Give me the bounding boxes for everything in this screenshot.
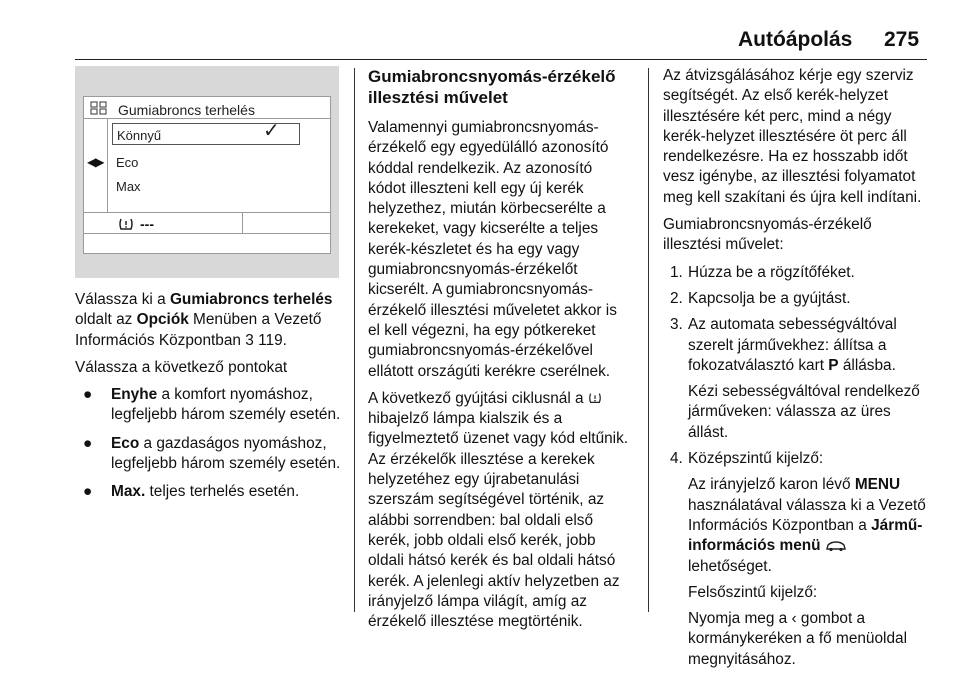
paragraph: Válassza a következő pontokat bbox=[75, 358, 288, 376]
paragraph: A következő gyújtási ciklusnál a hibajelző lámpa kialszik és a figyelmeztető üzenet vagy kód eltűnik. Az érzékelők illesztése a kerekek helyzetéhez egy újrabetanulási szerszám segítségével történik, az alábbi sorrendben: bal oldali első kerék, jobb oldali első kerék, jobb oldali hátsó kerék és bal oldali hátsó kerék. A jelenlegi aktív helyzetben az irányjelző lámpa világít, amíg az érzékelő illesztése megtörténik. bbox=[368, 389, 629, 631]
list-item: ● Eco a gazdaságos nyomáshoz, legfeljebb három személy esetén. bbox=[83, 434, 341, 473]
display-screenshot bbox=[75, 66, 339, 278]
car-icon bbox=[90, 101, 108, 115]
status-divider bbox=[242, 213, 243, 234]
car-icon bbox=[825, 540, 847, 552]
screen-status-bar bbox=[84, 212, 330, 234]
column-3 bbox=[663, 66, 933, 676]
screen-title: Gumiabroncs terhelés bbox=[118, 102, 255, 118]
section-heading: Gumiabroncsnyomás-érzékelő illesztési művelet bbox=[368, 67, 616, 107]
paragraph: Valamennyi gumiabroncsnyomás-érzékelő egy egyedülálló azonosító kóddal rendelkezik. Az azonosító kódot illeszteni kell egy új kerék helyzethez, miután körbecserélte a kerekeket, vagy kicserélte a teljes kerék-készletet és ha egy vagy gumiabroncsnyomás-érzékelőt kicserélt. A gumiabroncsnyomás-érzékelő illesztési műveletet akkor is el kell végezni, ha egy pótkereket gumiabroncsnyomás-érzékelővel ellátott országúti kerékre cserélnek. bbox=[368, 119, 617, 380]
column-1 bbox=[75, 66, 343, 511]
check-icon: ✓ bbox=[263, 120, 280, 142]
section-title: Autóápolás bbox=[738, 28, 853, 51]
list-item: 3. Az automata sebességváltóval szerelt járművekhez: állítsa a fokozatválasztó kart P állásba. bbox=[670, 316, 897, 374]
page-header bbox=[0, 0, 960, 62]
option-label: Könnyű bbox=[117, 128, 162, 143]
screen-title-bar bbox=[84, 97, 330, 119]
bullet-icon: ● bbox=[83, 434, 93, 452]
list-item: ● Max. teljes terhelés esetén. bbox=[75, 482, 343, 502]
list-item: 4. Középszintű kijelző: bbox=[670, 450, 824, 468]
column-divider bbox=[354, 68, 355, 612]
left-right-arrow-icon: ◀▶ bbox=[87, 155, 104, 169]
column-2 bbox=[368, 66, 633, 639]
tire-pressure-icon bbox=[118, 216, 134, 232]
status-value: --- bbox=[140, 216, 154, 232]
list-item: ● Enyhe a komfort nyomáshoz, legfeljebb három személy esetén. bbox=[83, 386, 341, 424]
option-max: Max bbox=[116, 179, 141, 194]
paragraph: Válassza ki a Gumiabroncs terhelés oldalt az Opciók Menüben a Vezető Információs Központban 3 119. bbox=[75, 291, 333, 349]
option-eco: Eco bbox=[116, 155, 139, 170]
paragraph: Nyomja meg a ‹ gombot a kormánykeréken a fő menüoldal megnyitásához. bbox=[688, 610, 908, 668]
column-divider bbox=[648, 68, 649, 612]
page-ref-arrow-icon: 3 bbox=[245, 331, 254, 349]
paragraph: Az átvizsgálásához kérje egy szerviz segítségét. Az első kerék-helyzet illesztésére két perc, mind a négy kerék-helyzet illesztésére öt perc áll rendelkezésre. Ha ez hosszabb időt vesz igénybe, az illesztési folyamatot meg kell szakítani és újra kell indítani. bbox=[663, 67, 922, 206]
paragraph: Kézi sebességváltóval rendelkező járműveken: válassza az üres állást. bbox=[688, 383, 920, 441]
paragraph: Gumiabroncsnyomás-érzékelő illesztési művelet: bbox=[663, 216, 872, 254]
tire-load-screen bbox=[83, 96, 331, 254]
bullet-icon: ● bbox=[83, 483, 93, 501]
page-number: 275 bbox=[884, 28, 920, 51]
tire-pressure-icon bbox=[588, 391, 602, 405]
list-item: 1. Húzza be a rögzítőféket. bbox=[670, 263, 855, 281]
screen-nav-column bbox=[84, 119, 108, 212]
list-item: 2. Kapcsolja be a gyújtást. bbox=[670, 289, 851, 307]
paragraph: Az irányjelző karon lévő MENU használatával válassza ki a Vezető Információs Központban a Jármű- információs menü lehetőséget. bbox=[688, 476, 926, 575]
chevron-left-icon: ‹ bbox=[791, 610, 797, 628]
bullet-icon: ● bbox=[83, 386, 93, 404]
option-selected bbox=[112, 120, 300, 145]
header-rule bbox=[75, 59, 927, 60]
paragraph: Felsőszintű kijelző: bbox=[688, 583, 818, 601]
